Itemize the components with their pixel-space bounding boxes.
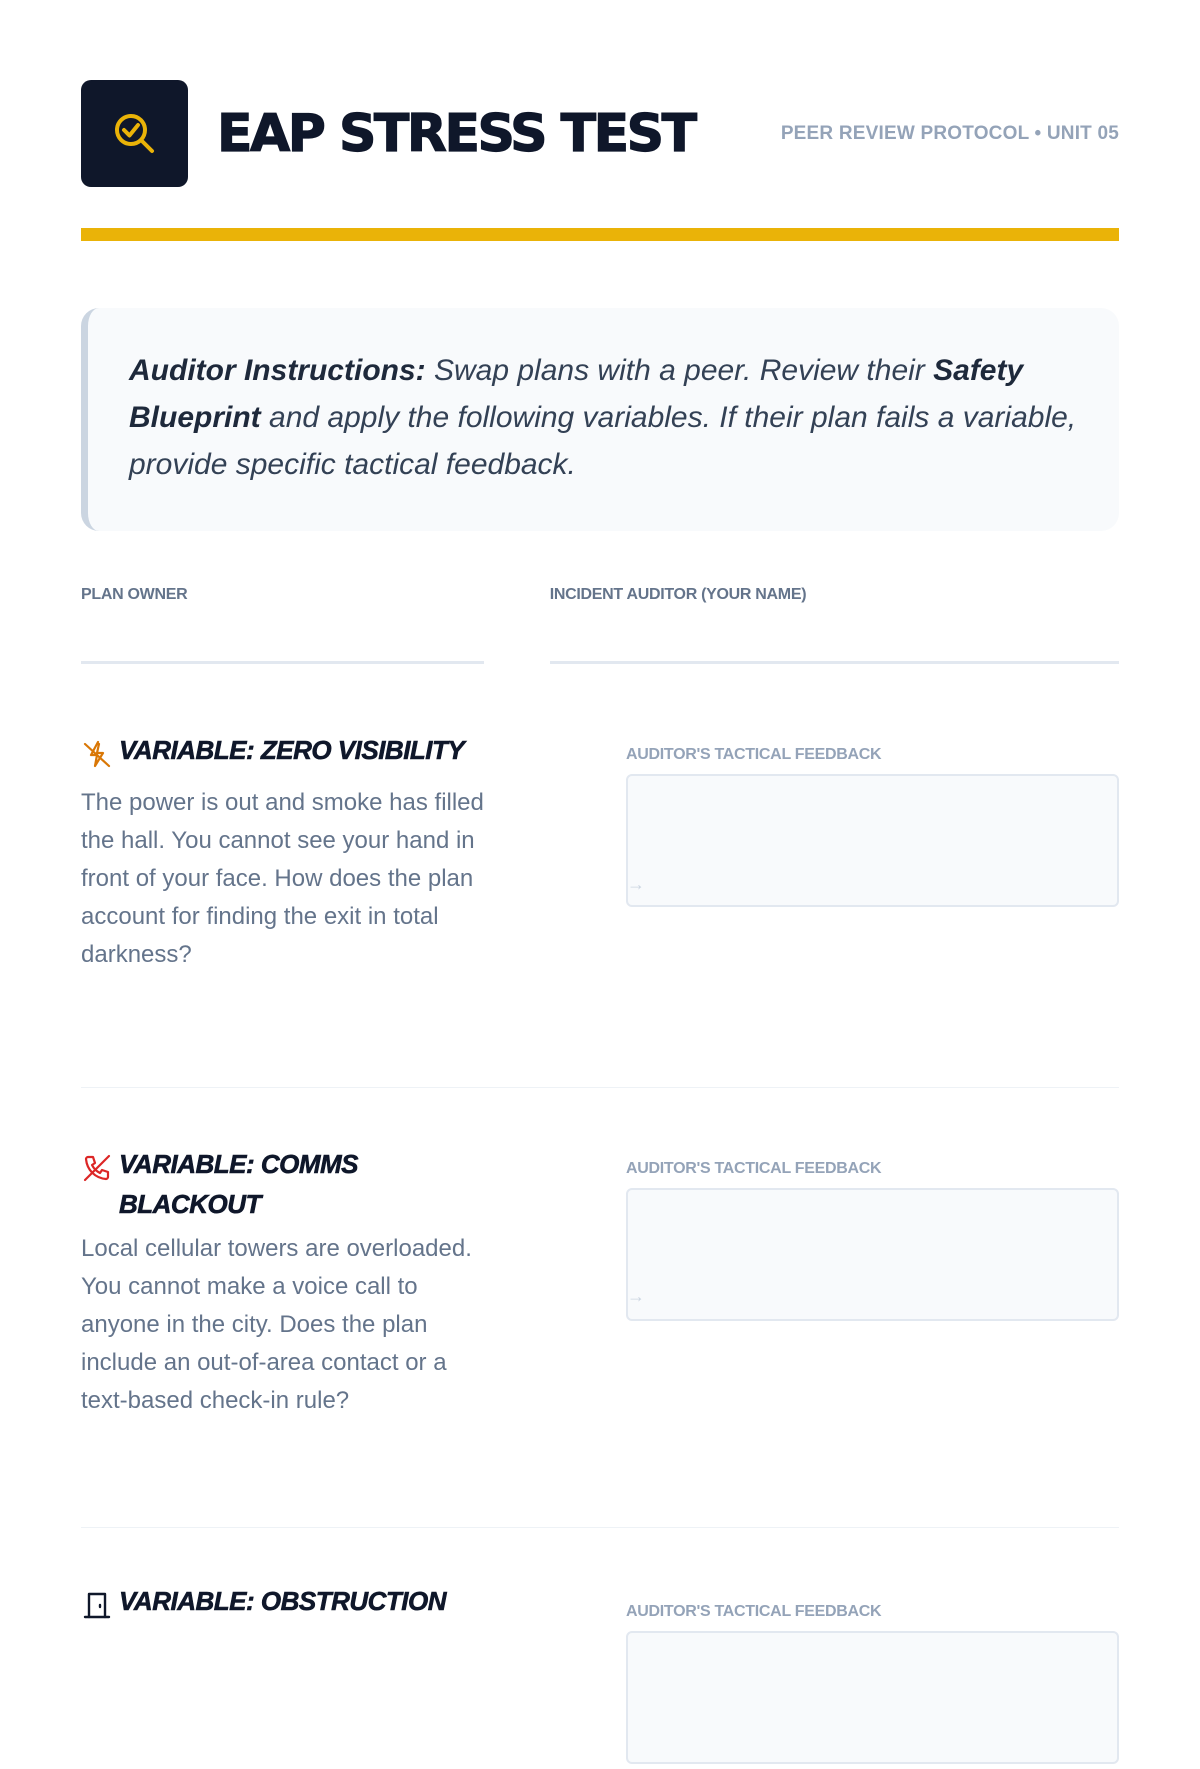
instructions-text-1: Swap plans with a peer. Review their [425, 354, 934, 387]
search-check-icon [109, 108, 161, 160]
instructions-text-2: and apply the following variables. If their plan fails a variable, provide specific tactical feedback. [129, 401, 1077, 481]
arrow-icon: → [627, 874, 645, 894]
accent-divider [81, 228, 1119, 241]
feedback-panel [626, 1144, 1119, 1527]
feedback-label: AUDITOR'S TACTICAL FEEDBACK [626, 1160, 882, 1177]
variable-title: VARIABLE: OBSTRUCTION [119, 1586, 447, 1616]
lightning-off-icon [81, 738, 119, 778]
plan-owner-field [81, 586, 484, 664]
instructions-lead: Auditor Instructions: [129, 354, 426, 387]
variable-prompt [81, 730, 485, 1087]
page-header [81, 80, 1119, 187]
feedback-label: AUDITOR'S TACTICAL FEEDBACK [626, 746, 882, 763]
auditor-instructions [81, 308, 1119, 531]
feedback-panel [626, 730, 1119, 1087]
protocol-label: PEER REVIEW PROTOCOL • UNIT 05 [780, 122, 1119, 144]
tactical-feedback-input[interactable] [626, 1188, 1119, 1321]
tactical-feedback-input[interactable] [626, 774, 1119, 907]
arrow-icon: → [627, 1286, 645, 1306]
incident-auditor-label: INCIDENT AUDITOR (YOUR NAME) [549, 586, 807, 603]
variable-title: VARIABLE: COMMS BLACKOUT [119, 1149, 359, 1219]
plan-owner-label: PLAN OWNER [81, 586, 188, 603]
instructions-highlight: Safety Blueprint [129, 354, 1024, 434]
variable-prompt [81, 1581, 485, 1701]
variable-obstruction [81, 1581, 1119, 1701]
phone-off-icon [81, 1152, 119, 1192]
variable-zero-visibility [81, 730, 1119, 1088]
feedback-panel [626, 1581, 1119, 1701]
variable-header [81, 1144, 485, 1224]
incident-auditor-input[interactable] [550, 628, 1119, 664]
variable-header [81, 730, 485, 778]
incident-auditor-field [550, 586, 1119, 664]
logo [81, 80, 188, 187]
feedback-label: AUDITOR'S TACTICAL FEEDBACK [626, 1603, 882, 1620]
plan-owner-input[interactable] [81, 628, 484, 664]
variable-comms-blackout [81, 1144, 1119, 1528]
variable-description: Local cellular towers are overloaded. You cannot make a voice call to anyone in the city. Does the plan include an out-of-area contact or a text-based check-in rule? [81, 1235, 472, 1414]
page-title: EAP STRESS TEST [217, 103, 695, 164]
variable-description: The power is out and smoke has filled the hall. You cannot see your hand in front of your face. How does the plan account for finding the exit in total darkness? [81, 789, 484, 968]
variable-title: VARIABLE: ZERO VISIBILITY [119, 735, 465, 765]
name-fields [81, 586, 1119, 664]
variable-header [81, 1581, 485, 1629]
tactical-feedback-input[interactable] [626, 1631, 1119, 1764]
variable-prompt [81, 1144, 485, 1527]
door-icon [81, 1589, 119, 1629]
